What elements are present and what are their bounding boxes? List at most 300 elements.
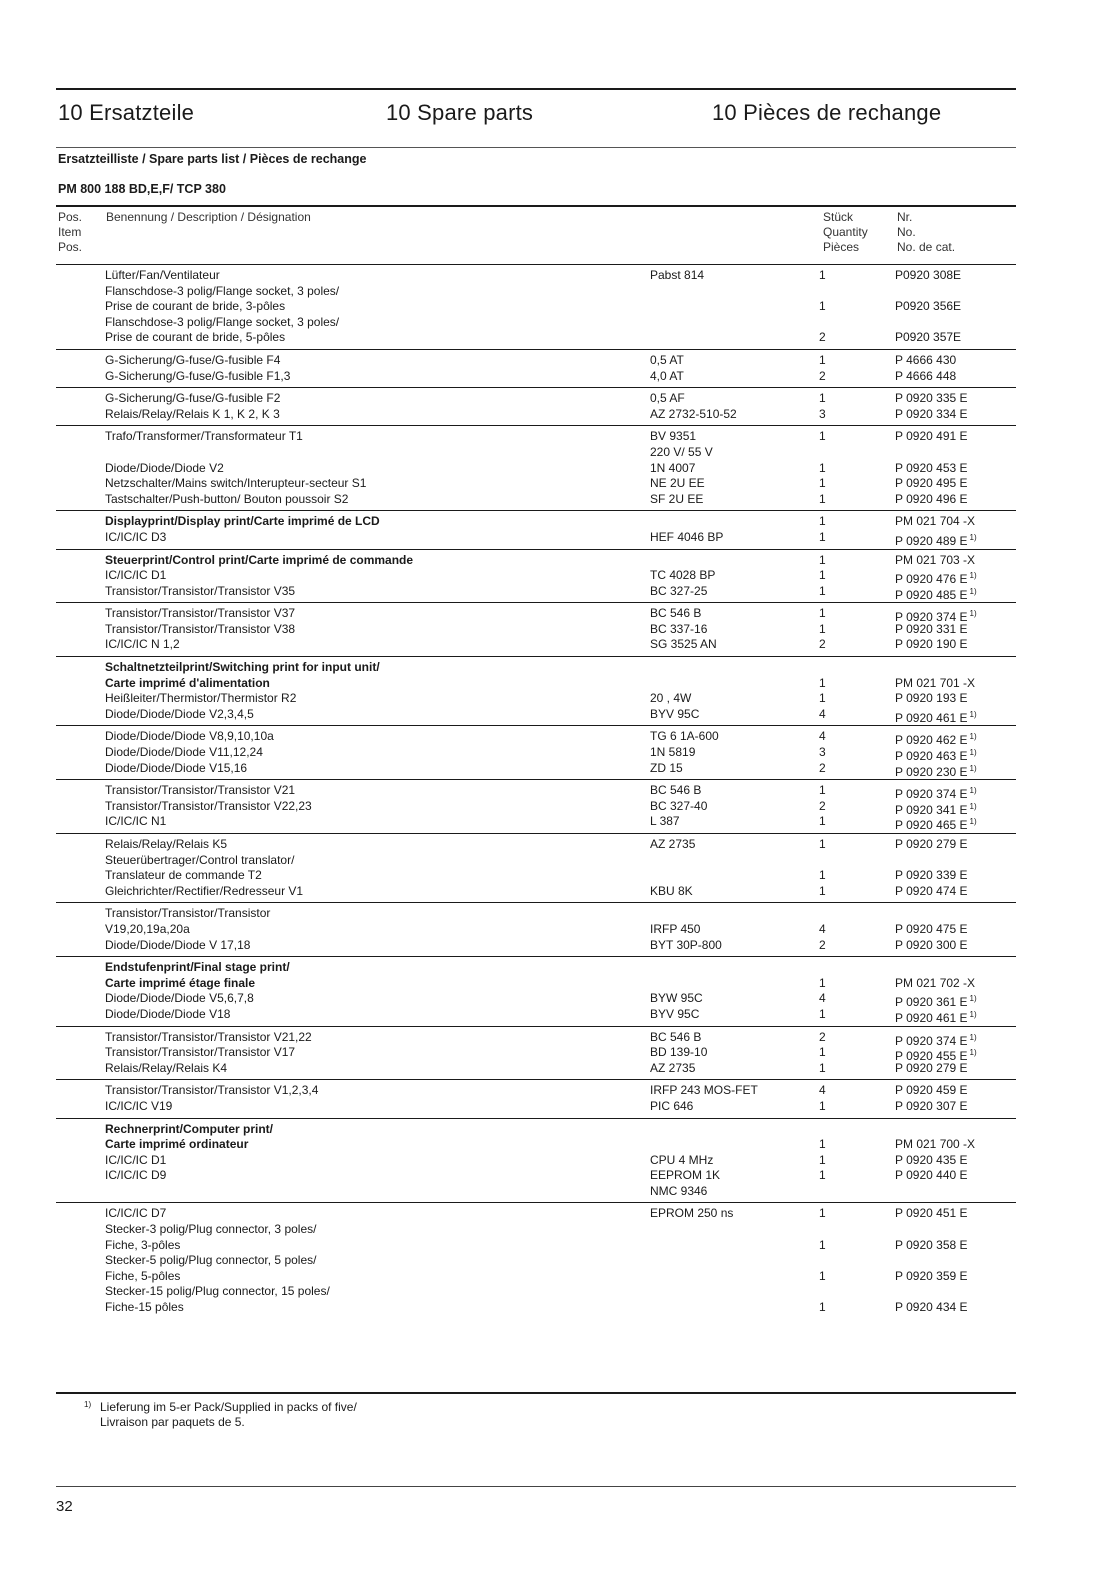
page-number: 32 xyxy=(56,1498,73,1515)
table-row xyxy=(56,1168,1016,1184)
part-number xyxy=(895,353,956,369)
table-row xyxy=(56,530,1016,546)
part-quantity-text: 4 xyxy=(819,991,826,1006)
part-description-text: Displayprint/Display print/Carte imprimé de LCD xyxy=(105,514,380,529)
part-type-text: 1N 5819 xyxy=(650,745,696,760)
part-number-text: P 0920 440 E xyxy=(895,1168,968,1183)
header-number-en: No. xyxy=(897,225,916,239)
table-row xyxy=(56,853,1016,869)
part-description-text: Transistor/Transistor/Transistor V35 xyxy=(105,583,296,598)
table-row xyxy=(56,868,1016,884)
footnote-ref: 1) xyxy=(969,994,977,1004)
part-quantity-text: 1 xyxy=(819,1006,826,1021)
part-type-text: TG 6 1A-600 xyxy=(650,729,719,744)
model-number: PM 800 188 BD,E,F/ TCP 380 xyxy=(58,182,226,196)
part-description-text: Transistor/Transistor/Transistor V38 xyxy=(105,621,296,636)
part-description-text: Diode/Diode/Diode V5,6,7,8 xyxy=(105,991,254,1006)
part-quantity xyxy=(819,530,826,546)
part-description xyxy=(105,922,190,938)
part-description xyxy=(105,268,220,284)
table-row xyxy=(56,492,1016,508)
part-quantity-text: 1 xyxy=(819,568,826,583)
part-type xyxy=(650,476,705,492)
part-type-text: ZD 15 xyxy=(650,760,683,775)
part-number-text: P 0920 462 E xyxy=(895,733,968,748)
part-number xyxy=(895,429,968,445)
part-quantity-text: 2 xyxy=(819,637,826,652)
part-quantity xyxy=(819,761,826,777)
part-description-text: Netzschalter/Mains switch/Interupteur-secteur S1 xyxy=(105,476,367,491)
part-description xyxy=(105,284,339,300)
table-row xyxy=(56,391,1016,407)
table-row xyxy=(56,660,1016,676)
table-row xyxy=(56,369,1016,385)
table-row xyxy=(56,1099,1016,1115)
part-number xyxy=(895,637,968,653)
part-quantity xyxy=(819,492,826,508)
part-description-text: Heißleiter/Thermistor/Thermistor R2 xyxy=(105,691,297,706)
part-quantity-text: 4 xyxy=(819,729,826,744)
part-number xyxy=(895,1300,968,1316)
part-description xyxy=(105,906,270,922)
part-quantity xyxy=(819,922,826,938)
table-row xyxy=(56,268,1016,284)
part-quantity-text: 1 xyxy=(819,868,826,883)
part-quantity xyxy=(819,1045,826,1061)
part-quantity xyxy=(819,391,826,407)
table-row xyxy=(56,1238,1016,1254)
table-row xyxy=(56,799,1016,815)
table-row xyxy=(56,837,1016,853)
header-quantity-en: Quantity xyxy=(823,225,868,239)
footnote-ref: 1) xyxy=(969,1009,977,1019)
part-description-text: Transistor/Transistor/Transistor xyxy=(105,906,271,921)
table-row xyxy=(56,1045,1016,1064)
part-description-text: Fiche, 3-pôles xyxy=(105,1237,181,1252)
part-type-text: AZ 2735 xyxy=(650,837,696,851)
part-description xyxy=(105,1284,330,1300)
table-row xyxy=(56,1284,1016,1300)
part-type xyxy=(650,445,713,461)
part-description-text: IC/IC/IC D9 xyxy=(105,1168,167,1183)
part-type xyxy=(650,492,703,508)
table-row xyxy=(56,729,1016,748)
part-quantity xyxy=(819,637,826,653)
table-row xyxy=(56,1007,1016,1023)
table-row xyxy=(56,353,1016,369)
part-quantity xyxy=(819,353,826,369)
part-description xyxy=(105,1300,184,1316)
part-description xyxy=(105,330,285,346)
part-number xyxy=(895,1099,968,1115)
part-description xyxy=(105,315,339,331)
part-quantity-text: 1 xyxy=(819,391,826,406)
part-quantity-text: 1 xyxy=(819,1152,826,1167)
page-header xyxy=(0,100,1120,130)
part-type xyxy=(650,837,695,853)
table-row xyxy=(56,1184,1016,1200)
part-number xyxy=(895,584,977,604)
part-quantity-text: 2 xyxy=(819,1029,826,1044)
footnote-ref: 1) xyxy=(969,609,977,619)
part-type xyxy=(650,1099,693,1115)
part-description-text: Diode/Diode/Diode V 17,18 xyxy=(105,937,251,952)
part-description xyxy=(105,868,262,884)
part-quantity-text: 1 xyxy=(819,352,826,367)
title-french: 10 Pièces de rechange xyxy=(712,100,942,125)
part-number-text: P 0920 496 E xyxy=(895,491,968,506)
part-description xyxy=(105,884,303,900)
table-row xyxy=(56,606,1016,625)
table-row xyxy=(56,1137,1016,1153)
part-quantity xyxy=(819,799,826,815)
part-number-text: P 0920 491 E xyxy=(895,429,968,444)
part-description xyxy=(105,584,295,600)
table-row xyxy=(56,1206,1016,1222)
part-type xyxy=(650,729,719,745)
part-number xyxy=(895,837,968,853)
part-quantity-text: 4 xyxy=(819,1083,826,1098)
part-description xyxy=(105,476,366,492)
part-quantity xyxy=(819,461,826,477)
part-description-text: V19,20,19a,20a xyxy=(105,921,190,936)
part-description-text: IC/IC/IC N1 xyxy=(105,814,167,829)
part-quantity-text: 4 xyxy=(819,921,826,936)
part-type-text: Pabst 814 xyxy=(650,268,705,282)
part-type xyxy=(650,369,684,385)
part-quantity-text: 1 xyxy=(819,1300,826,1315)
part-number xyxy=(895,1137,975,1153)
part-quantity-text: 1 xyxy=(819,621,826,636)
part-description xyxy=(105,429,303,445)
part-type-text: KBU 8K xyxy=(650,883,693,898)
part-quantity-text: 2 xyxy=(819,330,826,345)
part-number-text: P 0920 485 E xyxy=(895,587,968,602)
part-number xyxy=(895,268,961,284)
part-description-text: Steuerübertrager/Control translator/ xyxy=(105,852,295,867)
part-number-text: PM 021 704 -X xyxy=(895,514,976,529)
part-quantity-text: 1 xyxy=(819,883,826,898)
part-quantity xyxy=(819,514,826,530)
part-type xyxy=(650,745,695,761)
part-number-text: P 0920 307 E xyxy=(895,1098,968,1113)
part-type-text: 4,0 AT xyxy=(650,368,684,383)
part-quantity xyxy=(819,268,826,284)
part-description-text: Diode/Diode/Diode V2,3,4,5 xyxy=(105,706,254,721)
footnote-ref: 1) xyxy=(969,586,977,596)
header-quantity xyxy=(823,210,868,255)
part-type-text: 0,5 AT xyxy=(650,352,684,367)
part-quantity xyxy=(819,1153,826,1169)
part-type xyxy=(650,637,717,653)
part-type-text: BC 327-25 xyxy=(650,583,708,598)
part-type xyxy=(650,991,703,1007)
part-description-text: Diode/Diode/Diode V11,12,24 xyxy=(105,745,263,760)
part-quantity xyxy=(819,837,826,853)
part-quantity xyxy=(819,1238,826,1254)
footnote-ref: 1) xyxy=(969,763,977,773)
part-quantity xyxy=(819,868,826,884)
part-quantity xyxy=(819,584,826,600)
part-type-text: L 387 xyxy=(650,814,680,829)
part-description-text: Flanschdose-3 polig/Flange socket, 3 poles/ xyxy=(105,314,340,329)
part-group xyxy=(56,510,1016,548)
part-quantity xyxy=(819,707,826,723)
part-quantity xyxy=(819,1099,826,1115)
part-type-text: BYW 95C xyxy=(650,991,703,1006)
part-quantity-text: 3 xyxy=(819,745,826,760)
part-quantity-text: 2 xyxy=(819,760,826,775)
part-number xyxy=(895,922,968,938)
part-description xyxy=(105,853,294,869)
part-quantity xyxy=(819,729,826,745)
part-description-text: Stecker-5 polig/Plug connector, 5 poles/ xyxy=(105,1253,317,1268)
table-row xyxy=(56,315,1016,331)
part-quantity xyxy=(819,299,826,315)
part-quantity xyxy=(819,622,826,638)
part-type-text: BD 139-10 xyxy=(650,1045,708,1060)
part-quantity-text: 1 xyxy=(819,429,826,444)
part-number-text: P 0920 434 E xyxy=(895,1300,968,1315)
part-description xyxy=(105,1222,316,1238)
part-description-text: Tastschalter/Push-button/ Bouton poussoir S2 xyxy=(105,491,349,506)
part-description xyxy=(105,691,296,707)
part-description-text: Relais/Relay/Relais K 1, K 2, K 3 xyxy=(105,406,280,421)
part-type-text: TC 4028 BP xyxy=(650,568,716,583)
part-number-text: P 0920 374 E xyxy=(895,1033,968,1048)
part-number-text: P 0920 453 E xyxy=(895,460,968,475)
header-number-de: Nr. xyxy=(897,210,913,224)
title-english: 10 Spare parts xyxy=(386,100,534,125)
part-description xyxy=(105,676,270,692)
part-description-text: Flanschdose-3 polig/Flange socket, 3 poles/ xyxy=(105,283,340,298)
part-number xyxy=(895,691,968,707)
table-row xyxy=(56,906,1016,922)
part-group xyxy=(56,264,1016,349)
part-type xyxy=(650,530,723,546)
parts-list xyxy=(0,264,1120,1319)
part-type xyxy=(650,461,695,477)
table-row xyxy=(56,814,1016,833)
part-quantity-text: 1 xyxy=(819,606,826,621)
part-quantity-text: 1 xyxy=(819,299,826,314)
table-row xyxy=(56,783,1016,802)
part-type-text: BC 546 B xyxy=(650,606,702,621)
part-description xyxy=(105,1269,180,1285)
part-description-text: Relais/Relay/Relais K4 xyxy=(105,1060,228,1075)
part-description xyxy=(105,1030,312,1046)
part-number xyxy=(895,884,968,900)
part-number-text: P 0920 279 E xyxy=(895,1060,968,1075)
part-description-text: Diode/Diode/Diode V15,16 xyxy=(105,760,248,775)
part-description-text: IC/IC/IC V19 xyxy=(105,1098,173,1113)
part-type-text: BC 546 B xyxy=(650,783,702,798)
part-description-text: Fiche-15 pôles xyxy=(105,1300,184,1315)
footnote-ref: 1) xyxy=(969,801,977,811)
part-number-text: P0920 357E xyxy=(895,330,962,345)
table-header xyxy=(0,210,1120,262)
part-description-text: Diode/Diode/Diode V18 xyxy=(105,1006,231,1021)
part-description xyxy=(105,1206,166,1222)
part-number-text: PM 021 701 -X xyxy=(895,675,976,690)
part-quantity-text: 2 xyxy=(819,368,826,383)
table-row xyxy=(56,960,1016,976)
part-quantity xyxy=(819,783,826,799)
part-number xyxy=(895,530,977,550)
part-quantity xyxy=(819,1137,826,1153)
table-row xyxy=(56,299,1016,315)
part-description-text: Schaltnetzteilprint/Switching print for input unit/ xyxy=(105,660,380,675)
part-quantity-text: 1 xyxy=(819,814,826,829)
table-row xyxy=(56,637,1016,653)
part-quantity-text: 1 xyxy=(819,1098,826,1113)
part-type xyxy=(650,938,722,954)
part-number-text: P 0920 300 E xyxy=(895,937,968,952)
table-row xyxy=(56,745,1016,764)
part-number-text: P 0920 193 E xyxy=(895,691,968,706)
part-group xyxy=(56,956,1016,1025)
part-quantity xyxy=(819,1007,826,1023)
part-number xyxy=(895,676,975,692)
part-type-text: BYV 95C xyxy=(650,706,700,721)
table-row xyxy=(56,691,1016,707)
part-group xyxy=(56,425,1016,510)
part-description xyxy=(105,553,413,569)
part-number-text: P 0920 463 E xyxy=(895,749,968,764)
part-description xyxy=(105,1061,227,1077)
part-number-text: PM 021 700 -X xyxy=(895,1137,976,1152)
part-quantity xyxy=(819,553,826,569)
part-number-text: P 0920 361 E xyxy=(895,995,968,1010)
part-quantity xyxy=(819,606,826,622)
part-description xyxy=(105,745,263,761)
part-number xyxy=(895,407,968,423)
table-row xyxy=(56,1300,1016,1316)
part-number-text: P 0920 279 E xyxy=(895,837,968,851)
part-number-text: P 0920 374 E xyxy=(895,610,968,625)
footnote-ref: 1) xyxy=(969,732,977,742)
part-quantity xyxy=(819,1083,826,1099)
part-type xyxy=(650,268,704,284)
part-quantity-text: 1 xyxy=(819,1237,826,1252)
part-description xyxy=(105,991,254,1007)
part-type xyxy=(650,622,707,638)
part-type-text: IRFP 243 MOS-FET xyxy=(650,1083,758,1098)
part-quantity xyxy=(819,1030,826,1046)
part-description-text: G-Sicherung/G-fuse/G-fusible F2 xyxy=(105,391,281,406)
part-number xyxy=(895,1206,968,1222)
part-quantity-text: 1 xyxy=(819,268,826,282)
part-quantity-text: 1 xyxy=(819,460,826,475)
part-description xyxy=(105,1122,273,1138)
part-type-text: PIC 646 xyxy=(650,1098,694,1113)
table-row xyxy=(56,622,1016,638)
part-description-text: Endstufenprint/Final stage print/ xyxy=(105,960,290,975)
part-description-text: Lüfter/Fan/Ventilateur xyxy=(105,268,220,282)
part-type xyxy=(650,1153,713,1169)
part-description xyxy=(105,1168,166,1184)
part-description-text: Transistor/Transistor/Transistor V21 xyxy=(105,783,296,798)
header-pos-fr: Pos. xyxy=(58,240,83,254)
footnote-ref: 1) xyxy=(969,571,977,581)
footnote-ref: 1) xyxy=(969,817,977,827)
table-row xyxy=(56,553,1016,569)
part-description xyxy=(105,1099,172,1115)
part-type-text: 220 V/ 55 V xyxy=(650,444,713,459)
part-description-text: Rechnerprint/Computer print/ xyxy=(105,1121,274,1136)
part-quantity-text: 1 xyxy=(819,529,826,544)
part-description-text: G-Sicherung/G-fuse/G-fusible F1,3 xyxy=(105,368,291,383)
footnote xyxy=(84,1400,380,1430)
part-number-text: P 0920 374 E xyxy=(895,787,968,802)
part-type xyxy=(650,884,693,900)
part-type-text: BV 9351 xyxy=(650,429,697,444)
part-number-text: P 0920 489 E xyxy=(895,533,968,548)
part-description xyxy=(105,960,290,976)
part-description-text: Transistor/Transistor/Transistor V1,2,3,4 xyxy=(105,1083,319,1098)
part-group xyxy=(56,1079,1016,1117)
part-description-text: Relais/Relay/Relais K5 xyxy=(105,837,228,851)
part-number xyxy=(895,369,956,385)
part-type xyxy=(650,353,684,369)
part-type-text: 1N 4007 xyxy=(650,460,696,475)
part-group xyxy=(56,902,1016,956)
part-quantity xyxy=(819,1168,826,1184)
part-number-text: P 0920 334 E xyxy=(895,406,968,421)
part-number-text: P 0920 476 E xyxy=(895,572,968,587)
part-description xyxy=(105,707,254,723)
part-number xyxy=(895,330,961,346)
part-number xyxy=(895,707,977,727)
part-quantity xyxy=(819,991,826,1007)
part-quantity-text: 1 xyxy=(819,837,826,851)
part-description-text: IC/IC/IC D1 xyxy=(105,1152,167,1167)
part-quantity xyxy=(819,691,826,707)
part-quantity-text: 1 xyxy=(819,1268,826,1283)
part-quantity xyxy=(819,814,826,830)
part-description-text: Gleichrichter/Rectifier/Redresseur V1 xyxy=(105,883,304,898)
part-type xyxy=(650,407,737,423)
part-description xyxy=(105,369,290,385)
part-quantity xyxy=(819,1269,826,1285)
part-description-text: Carte imprimé d'alimentation xyxy=(105,675,270,690)
part-quantity-text: 1 xyxy=(819,514,826,529)
part-type-text: BC 546 B xyxy=(650,1029,702,1044)
part-number-text: P 0920 190 E xyxy=(895,637,968,652)
part-description-text: Transistor/Transistor/Transistor V22,23 xyxy=(105,798,312,813)
part-type-text: CPU 4 MHz xyxy=(650,1152,714,1167)
part-number-text: P 0920 451 E xyxy=(895,1206,968,1221)
part-type-text: 20 , 4W xyxy=(650,691,692,706)
part-number-text: P0920 308E xyxy=(895,268,962,282)
footnote-mark: 1) xyxy=(84,1400,92,1409)
part-description-text: Transistor/Transistor/Transistor V21,22 xyxy=(105,1029,312,1044)
table-row xyxy=(56,429,1016,445)
header-quantity-fr: Pièces xyxy=(823,240,860,254)
part-number xyxy=(895,938,968,954)
table-row xyxy=(56,330,1016,346)
part-type-text: IRFP 450 xyxy=(650,921,701,936)
part-quantity xyxy=(819,676,826,692)
part-type xyxy=(650,1030,701,1046)
part-group xyxy=(56,1202,1016,1318)
part-description xyxy=(105,568,166,584)
top-rule xyxy=(56,88,1016,90)
part-group xyxy=(56,725,1016,779)
part-number xyxy=(895,1007,977,1027)
part-type xyxy=(650,1045,707,1061)
part-type xyxy=(650,1007,699,1023)
